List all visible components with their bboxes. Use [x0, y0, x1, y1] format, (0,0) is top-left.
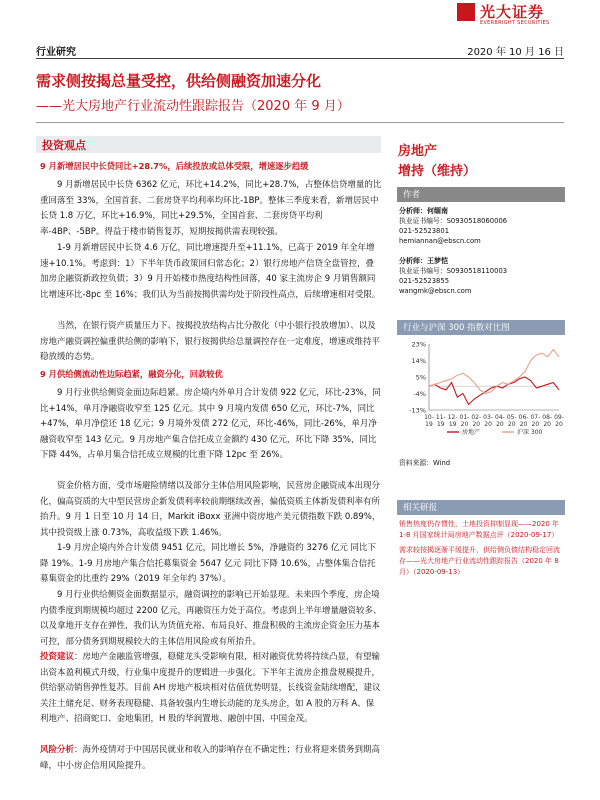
sector-name: 房地产 [398, 144, 438, 159]
chart-header [397, 320, 565, 335]
x-tick-label-year: 19 [448, 421, 457, 428]
report-subtitle: ——光大房地产行业流动性跟踪报告（2020 年 9 月） [36, 99, 350, 114]
x-tick-label-year: 20 [460, 421, 469, 428]
investment-advice-text: ：房地产金融监管增强，稳健龙头受影响有限，相对融资优势将持续凸显，有望输出资本盈利模式升级，行业集中度提升的逻辑进一步强化。下半年主流房企推盘规模提升，供给驱动销售弹性复苏。目前 AH 房地产板块相对估值优势明显，长线资金陆续增配，建议关注土储充足、财务表现稳健、具备较强内生增长动能的龙头房企，如 A 股的万科 A、保利地产、招商蛇口、金地集团，H 股的华润置地、融创中国、中国金茂。 [40, 652, 381, 725]
paragraph-5: 资金价格方面，受市场避险情绪以及部分主体信用风险影响，民营房企融资成本出现分化，偏高资质的大中型民营房企新发债利率较前期继续改善，偏低资质主体新发债利率有所抬升。9 月 1 日至 10 月 14 日，Markit iBoxx 亚洲中资房地产美元债指数下跌 0.89%，其中投资级上涨 0.73%，高收益级下跌 1.46%。 [40, 481, 381, 538]
subheading-1: 9 月新增居民中长贷同比+28.7%，后续投放或总体受限，增速逐步趋缓 [40, 161, 309, 171]
chart-source: 资料来源：Wind [399, 459, 451, 467]
x-tick-label-year: 20 [472, 421, 481, 428]
company-logo-english: EVERBRIGHT SECURITIES [480, 20, 550, 26]
chart-header-label: 行业与沪深 300 指数对比图 [403, 323, 510, 333]
x-tick-label: 12- [447, 414, 458, 421]
chart-svg [397, 338, 565, 443]
y-tick-label: 23% [411, 340, 426, 349]
report-category: 行业研究 [36, 47, 76, 58]
analyst-2-email: wangmk@ebscn.com [399, 287, 472, 295]
x-tick-label: 06- [518, 414, 529, 421]
x-tick-label-year: 20 [507, 421, 516, 428]
x-tick-label-year: 20 [496, 421, 504, 428]
sector-rating: 增持（维持） [398, 164, 477, 179]
x-tick-label: 04- [495, 414, 505, 421]
report-date: 2020 年 10 月 16 日 [467, 47, 564, 58]
related-reports-label: 相关研报 [403, 503, 438, 513]
x-tick-label-year: 20 [543, 421, 552, 428]
related-reports-list [399, 519, 565, 582]
paragraph-3: 当然，在银行资产质量压力下、按揭投放结构占比分散化（中小银行投放增加）、以及房地产融资调控偏重供给侧的影响下，银行按揭供给总量调控存在一定难度，增速或维持平稳放缓的态势。 [40, 321, 381, 363]
risk-analysis [40, 743, 382, 774]
analyst-2 [399, 256, 507, 296]
company-logo-text: 光大证券 [480, 3, 545, 21]
analyst-1-name: 分析师：何缅南 [399, 207, 448, 215]
related-reports-header [397, 500, 565, 515]
author-header-label: 作者 [403, 190, 421, 200]
section-title: 投资观点 [42, 139, 86, 152]
analyst-1-email: hemiannan@ebscn.com [399, 237, 481, 245]
paragraph-7: 9 月行业供给侧资金面数据显示，融资调控的影响已开始显现。未来四个季度，房企境内债季度到期规模均超过 2200 亿元，再融资压力处于高位。考虑到上半年增量融资较多、以及拿地开支存在弹性，我们认为货值充裕、布局良好、推盘积极的主流房企资金压力基本可控，部分债务到期规模较大的主体信用风险或有所抬升。 [40, 590, 382, 647]
y-tick-label: -4% [413, 390, 426, 398]
risk-analysis-label: 风险分析 [40, 745, 75, 755]
company-logo-mark [457, 3, 475, 21]
analyst-1-phone: 021-52523801 [399, 227, 450, 235]
investment-advice-label: 投资建议 [40, 652, 75, 662]
series-line-1 [429, 377, 559, 405]
x-tick-label: 11- [435, 414, 446, 421]
risk-analysis-text: ：海外疫情对于中国居民就业和收入的影响存在不确定性；行业将迎来债务到期高峰，中小房企信用风险提升。 [40, 745, 381, 771]
paragraph-2: 1-9 月新增居民中长贷 4.6 万亿，同比增速提升至+11.1%，已高于 2019 年全年增速+10.1%。考虑到：1）下半年货币政策回归常态化；2）银行房地产信贷全盘管控，叠加房企融资新政控负债；3）9 月开始楼市热度结构性回落，40 家主流房企 9 月销售额同比增速环比-8pc 至 16%；我们认为当前按揭供需均处于阶段性高点，后续增速相对受限。 [40, 243, 381, 300]
paragraph-1: 9 月新增居民中长贷 6362 亿元，环比+14.2%，同比+28.7%，占整体信贷增量的比重回落至 33%，全国首套、二套房贷平均利率均环比-1BP。整体三季度来看，新增居民中长贷 1.8 万亿，环比+16.9%，同比+29.5%，全国首套、二套房贷平均利率-4BP、-5BP。得益于楼市销售复苏，短期按揭供需表现较强。 [40, 180, 382, 237]
x-tick-label: 09- [554, 414, 564, 421]
title-divider [36, 122, 564, 123]
x-tick-label-year: 20 [484, 421, 492, 428]
x-tick-label-year: 19 [425, 421, 433, 428]
x-tick-label-year: 20 [531, 421, 540, 428]
x-tick-label: 08- [542, 414, 553, 421]
index-comparison-chart [397, 338, 565, 443]
related-report-1[interactable]: 销售热度仍存惯性，土地投资抑制显现——2020 年 1-8 月国家统计局房地产数据点评（2020-09-17） [399, 520, 560, 539]
analyst-1-license: 执业证书编号：S0930518060006 [399, 217, 508, 225]
related-report-2[interactable]: 需求较按揭逐渐平缓提升，供给侧负债结构稳定回流存——光大房地产行业流动性跟踪报告（2020 年 8 月）（2020-09-13） [399, 546, 560, 576]
y-tick-label: 5% [415, 373, 426, 382]
x-tick-label: 05- [506, 414, 517, 421]
analyst-1 [399, 206, 507, 246]
analyst-2-phone: 021-52523855 [399, 277, 450, 285]
paragraph-6: 1-9 月房企境内外合计发债 9451 亿元，同比增长 5%，净融资约 3276 亿元 同比下降 19%。1-9 月房地产集合信托募集资金 5647 亿元 同比下降 10.6%，占整体集合信托募集资金的比重约 29%（2019 年全年约 37%）。 [40, 543, 377, 585]
investment-advice [40, 650, 382, 728]
y-tick-label: 14% [411, 357, 426, 365]
x-tick-label: 01- [459, 414, 470, 421]
x-tick-label-year: 20 [519, 421, 528, 428]
report-title: 需求侧按揭总量受控，供给侧融资加速分化 [36, 72, 322, 90]
y-tick-label: -13% [409, 406, 426, 415]
legend-label: 沪深 300 [517, 429, 543, 436]
x-tick-label: 03- [483, 414, 493, 421]
x-tick-label: 07- [530, 414, 541, 421]
x-tick-label-year: 19 [436, 421, 445, 428]
header-divider [36, 58, 564, 59]
paragraph-4: 9 月行业供给侧资金面边际趋紧。房企境内外单月合计发债 922 亿元，环比-23%，同比+14%，单月净融资收窄至 125 亿元。其中 9 月境内发债 650 亿元，环比-7%，同比+47%，单月净偿还 18 亿元；9 月境外发债 272 亿元，环比-46%，同比-26%，单月净融资收窄至 143 亿元。9 月房地产集合信托成立金额约 430 亿元，环比下降 35%，同比下降 44%，占单月集合信托成立规模的比重下降 12pc 至 26%。 [40, 388, 381, 461]
analyst-2-license: 执业证书编号：S0930518110003 [399, 267, 508, 275]
legend-label: 房地产 [462, 429, 481, 436]
x-tick-label-year: 20 [555, 421, 563, 428]
x-tick-label: 02- [471, 414, 482, 421]
analyst-2-name: 分析师：王梦恺 [399, 257, 448, 265]
section-header [36, 136, 381, 153]
author-header [397, 187, 565, 202]
subheading-2: 9 月供给侧流动性边际趋紧，融资分化，回款较优 [40, 369, 223, 379]
x-tick-label: 10- [424, 414, 434, 421]
